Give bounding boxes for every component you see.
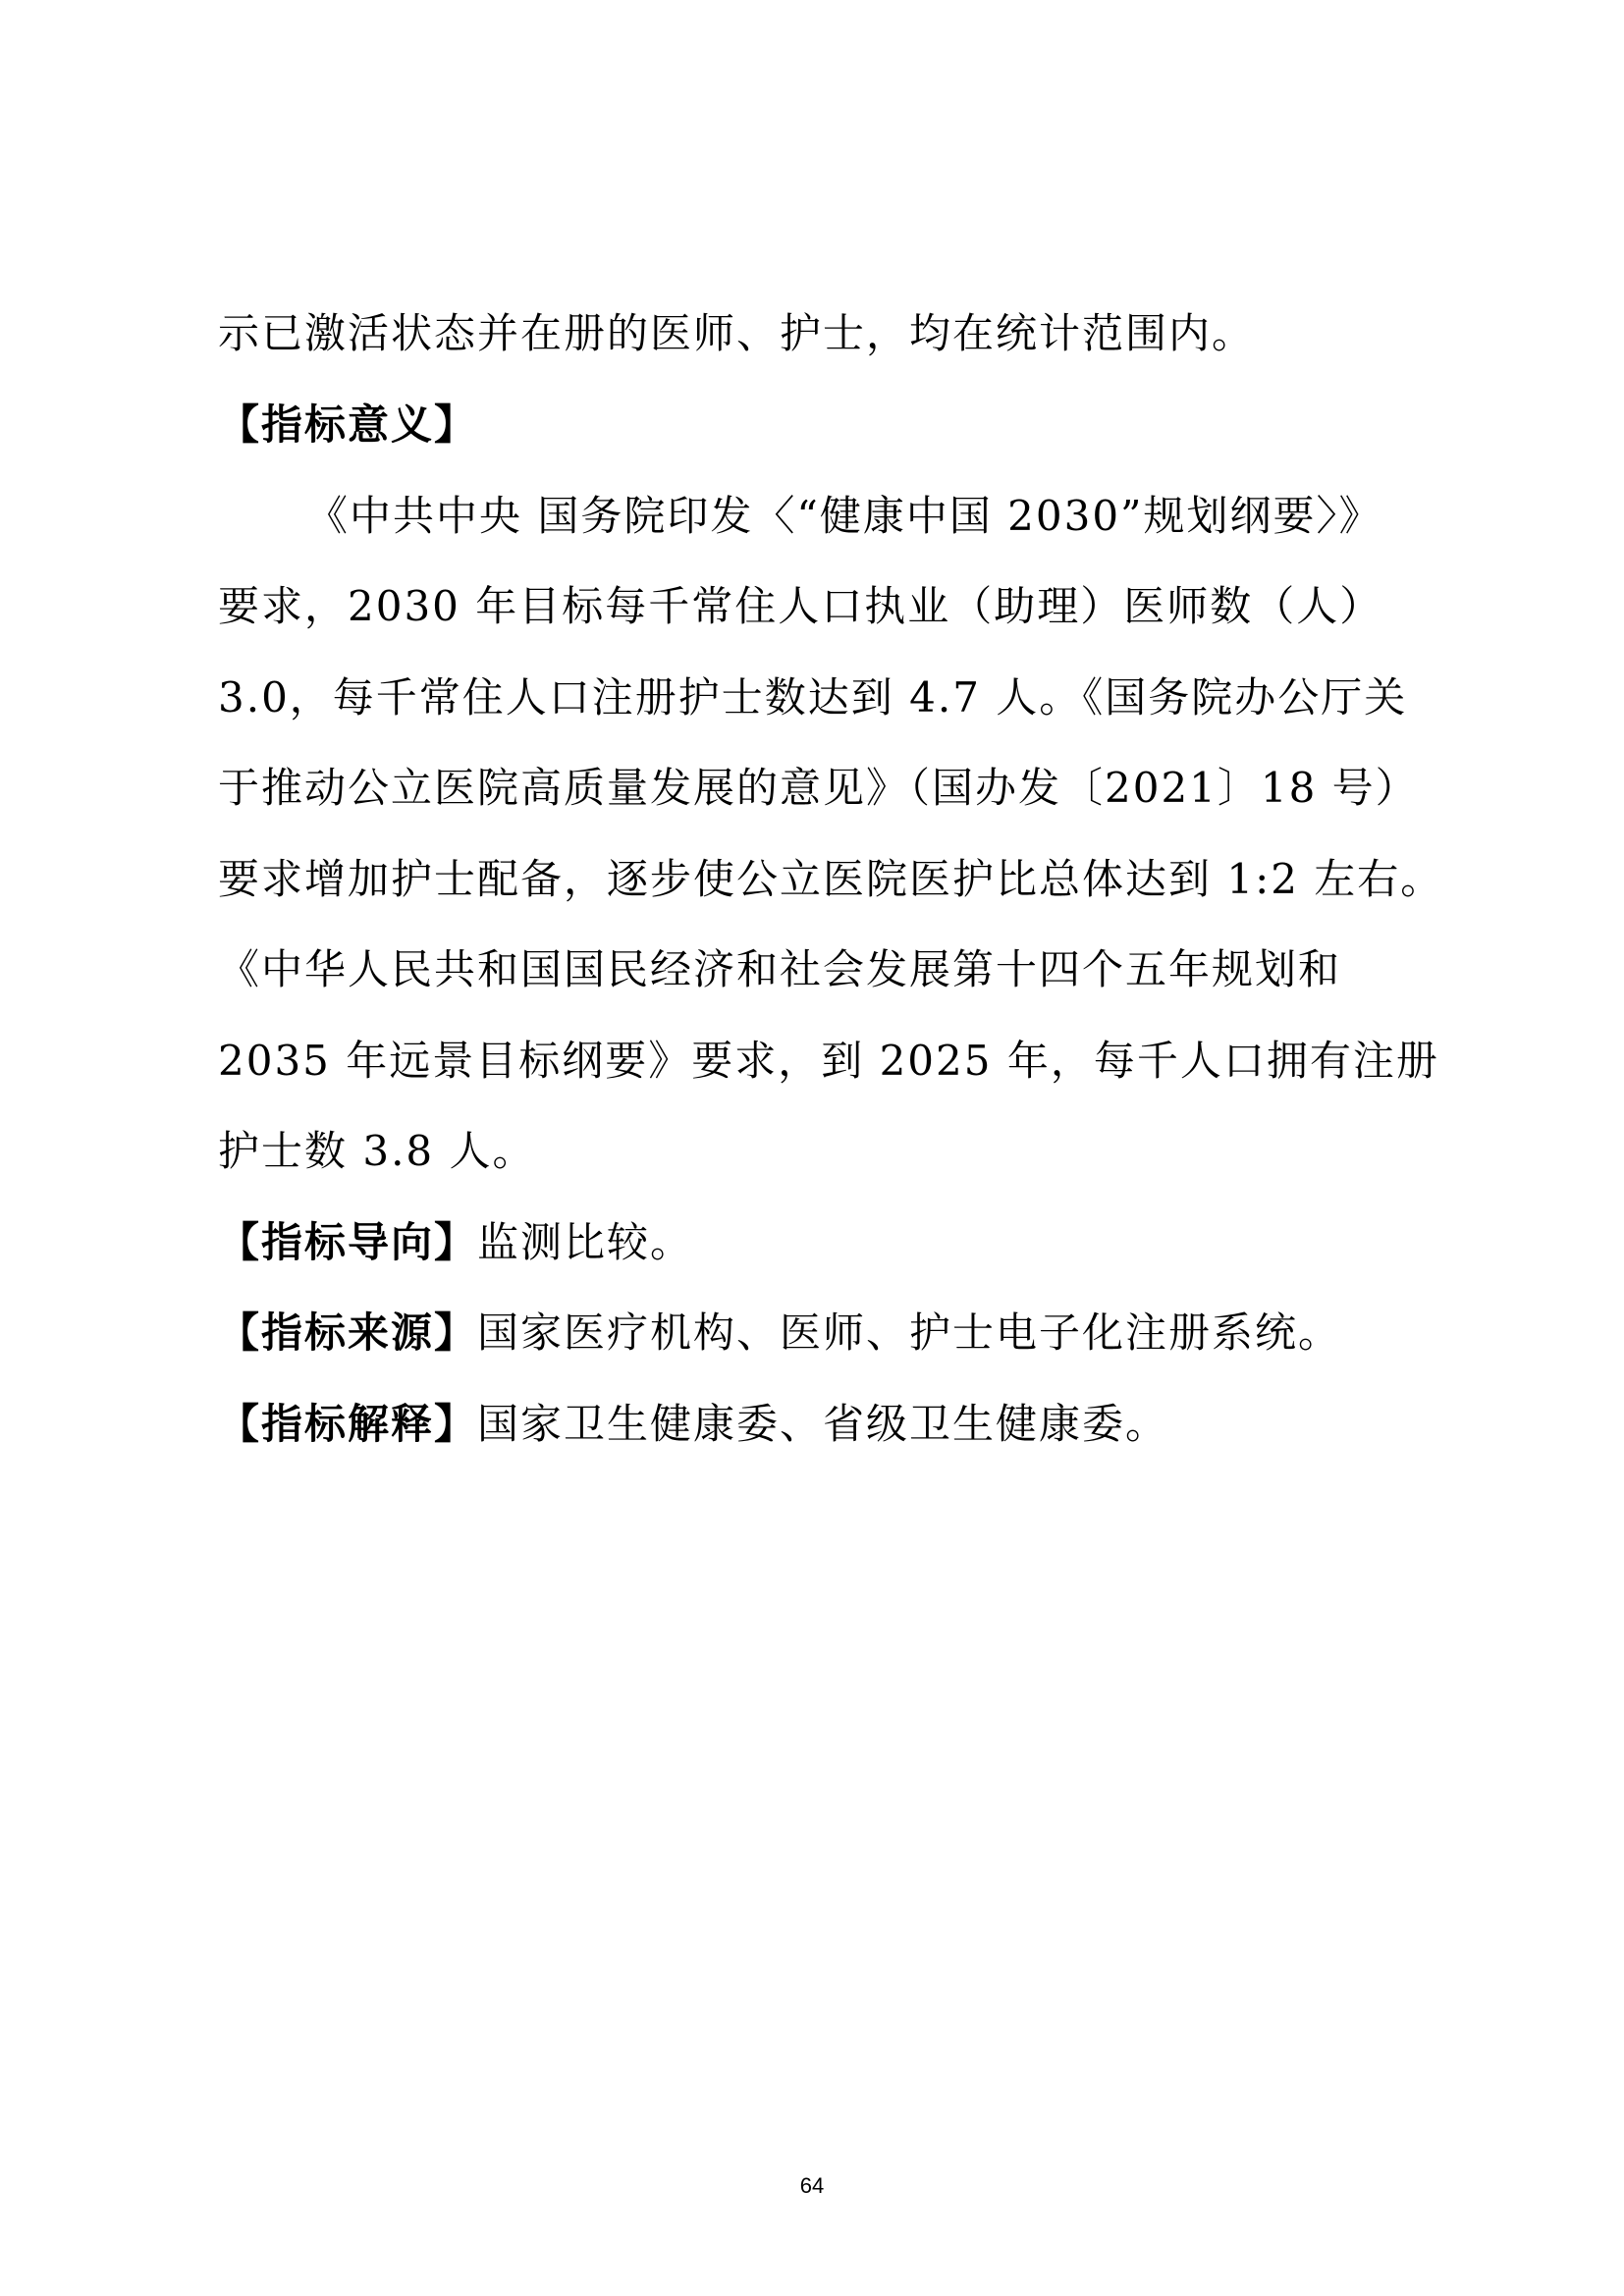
interpretation-row [218, 1395, 1416, 1454]
page-number: 64 [799, 2173, 825, 2198]
guidance-row [218, 1213, 1416, 1272]
interpretation-text: 国家卫生健康委、省级卫生健康委。 [477, 1400, 1169, 1448]
section-heading-meaning: 【指标意义】 [218, 400, 478, 449]
source-row [218, 1304, 1416, 1362]
body-text-line: 于推动公立医院高质量发展的意见》（国办发〔2021〕18 号） [218, 764, 1419, 812]
source-label: 【指标来源】 [218, 1308, 478, 1357]
guidance-label: 【指标导向】 [218, 1218, 478, 1266]
source-text: 国家医疗机构、医师、护士电子化注册系统。 [477, 1308, 1342, 1357]
body-text-line: 要求增加护士配备，逐步使公立医院医护比总体达到 1:2 左右。 [218, 855, 1444, 903]
interpretation-label: 【指标解释】 [218, 1400, 478, 1448]
body-text-line: 2035 年远景目标纲要》要求，到 2025 年，每千人口拥有注册 [218, 1037, 1439, 1085]
body-text-line: 要求，2030 年目标每千常住人口执业（助理）医师数（人） [218, 582, 1383, 630]
body-text-line: 示已激活状态并在册的医师、护士，均在统计范围内。 [218, 309, 1256, 357]
body-text-line: 3.0，每千常住人口注册护士数达到 4.7 人。《国务院办公厅关 [218, 673, 1408, 721]
guidance-text: 监测比较。 [477, 1218, 694, 1266]
body-text-line: 护士数 3.8 人。 [218, 1127, 536, 1175]
body-text-line: 《中共中央 国务院印发〈“健康中国 2030”规划纲要〉》 [306, 492, 1382, 540]
body-text-line: 《中华人民共和国国民经济和社会发展第十四个五年规划和 [218, 945, 1342, 993]
